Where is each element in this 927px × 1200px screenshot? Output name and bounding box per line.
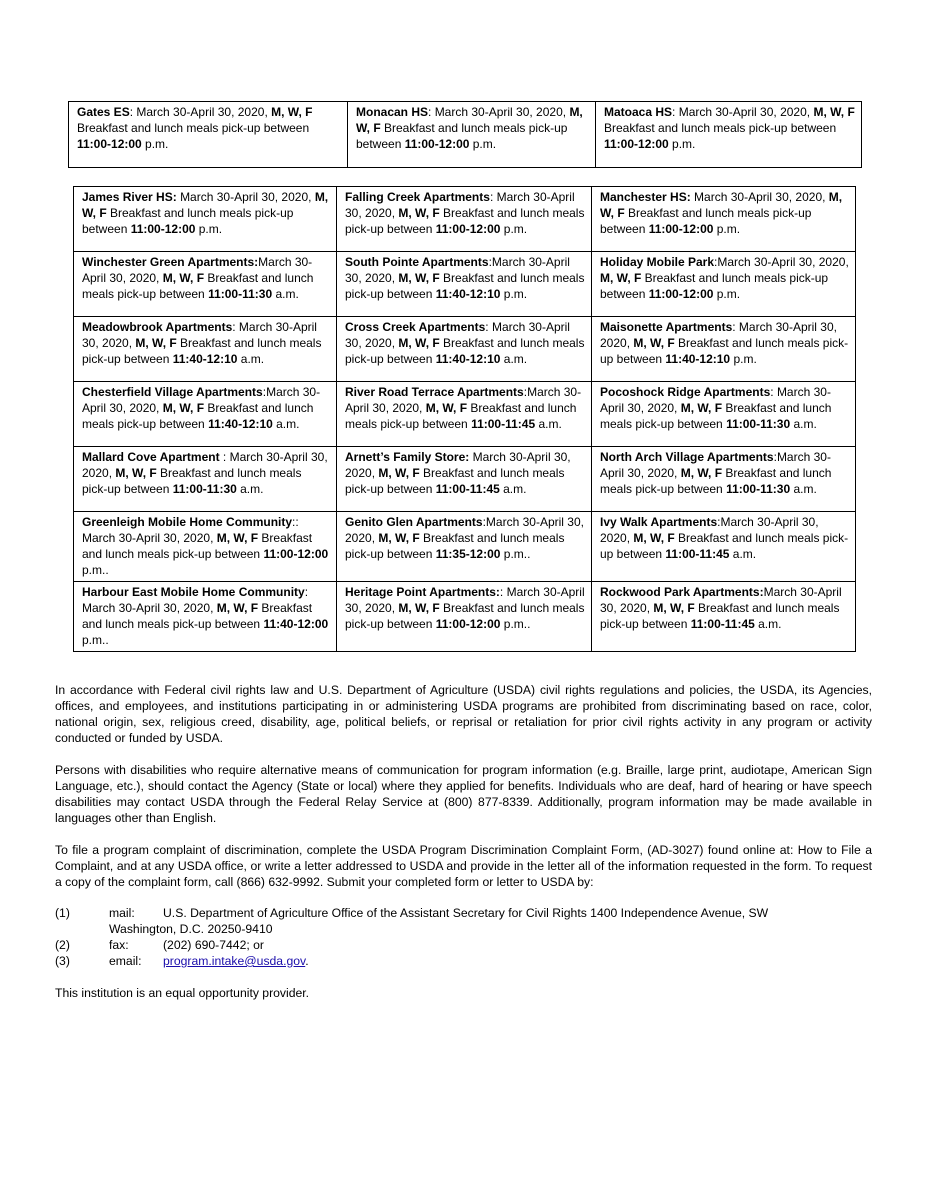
sites-table [73,186,856,652]
site-dates: March 30-April 30, 2020, [345,385,582,415]
site-time-suffix: p.m. [713,287,741,301]
site-dates: March 30-April 30, 2020, [345,585,585,615]
site-time: 11:00-12:00 [77,137,142,151]
site-time: 11:40-12:10 [172,352,238,366]
site-time: 11:35-12:00 [435,547,501,561]
site-time: 11:00-12:00 [604,137,669,151]
site-pickup-text: Breakfast and lunch meals pick-up between [345,466,565,496]
site-separator: : [262,385,267,399]
site-dates: March 30-April 30, 2020, [434,105,570,119]
site-days: M, W, F [216,601,259,615]
site-days: M, W, F [600,190,843,220]
email-number: (3) [55,954,70,968]
site-days: M, W, F [356,105,583,135]
site-separator: : [304,585,309,599]
site-days: M, W, F [271,105,313,119]
site-name: Falling Creek Apartments [345,190,490,204]
site-time-suffix: a.m. [790,482,817,496]
site-days: M, W, F [216,531,259,545]
site-separator: : [488,255,492,269]
site-cell [74,512,337,582]
site-pickup-text: Breakfast and lunch meals pick-up between [345,271,585,301]
site-pickup-text: Breakfast and lunch meals pick-up between [600,336,849,366]
site-cell [337,252,592,317]
site-cell [337,582,592,652]
site-separator: : [523,385,528,399]
equal-opportunity-statement: This institution is an equal opportunity provider. [55,986,310,1000]
site-time-suffix: p.m. [469,137,497,151]
site-cell [337,512,592,582]
site-time: 11:00-12:00 [435,617,501,631]
site-cell [74,317,337,382]
site-time: 11:00-11:30 [172,482,237,496]
site-pickup-text: Breakfast and lunch meals pick-up between [600,531,849,561]
site-pickup-text: Breakfast and lunch meals pick-up between [345,401,577,431]
site-dates: March 30-April 30, 2020, [82,385,321,415]
site-dates: March 30-April 30, 2020, [345,450,571,480]
site-separator: : [717,515,721,529]
site-cell [74,447,337,512]
site-pickup-text: Breakfast and lunch meals pick-up between [356,121,568,151]
site-pickup-text: Breakfast and lunch meals pick-up between [82,401,314,431]
accessibility-paragraph: Persons with disabilities who require alternative means of communication for program information (e.g. Braille, large print, audiotape, American Sign Language, etc.), should contact the Agency (State or local) where they applied for benefits. Individuals who are deaf, hard of hearing or have speech disabilities may contact USDA through the Federal Relay Service at (800) 877-8339. Additionally, program information may be made available in languages other than English. [55,763,872,825]
site-separator: : [485,320,492,334]
site-pickup-text: Breakfast and lunch meals pick-up between [82,601,313,631]
site-time: 11:40-12:10 [208,417,273,431]
site-pickup-text: Breakfast and lunch meals pick-up between [604,121,837,135]
site-days: M, W, F [135,336,177,350]
site-days: M, W, F [633,531,675,545]
site-time-suffix: a.m. [729,547,757,561]
nondiscrimination-paragraph: In accordance with Federal civil rights law and U.S. Department of Agriculture (USDA) civil rights regulations and policies, the USDA, its Agencies, offices, and employees, and institutions participating in or administering USDA programs are prohibited from discriminating based on race, color, national origin, sex, religious creed, disability, age, political beliefs, or reprisal or retaliation for prior civil rights activity in any program or activity conducted or funded by USDA. [55,683,872,745]
site-days: M, W, F [115,466,157,480]
site-cell [592,382,856,447]
site-dates: March 30-April 30, 2020, [600,385,831,415]
site-cell [592,582,856,652]
site-separator: : [219,450,230,464]
site-time: 11:00-12:00 [648,222,714,236]
site-time-suffix: p.m.. [82,563,109,577]
site-separator: : [482,515,486,529]
site-days: M, W, F [680,466,723,480]
site-separator: : [489,190,497,204]
email-label: email: [109,954,142,968]
site-name: Pocoshock Ridge Apartments [600,385,771,399]
site-dates: March 30-April 30, 2020, [345,190,575,220]
site-separator: : [129,105,137,119]
site-cell [74,582,337,652]
table-row [74,582,856,652]
site-dates: March 30-April 30, 2020, [180,190,315,204]
site-time: 11:00-11:45 [665,547,730,561]
site-time-suffix: p.m. [730,352,757,366]
site-time: 11:40-12:10 [435,287,501,301]
site-dates: March 30-April 30, 2020, [82,531,217,545]
site-time: 11:00-12:00 [404,137,470,151]
site-time: 11:00-12:00 [648,287,714,301]
site-time: 11:00-12:00 [435,222,501,236]
site-time: 11:40-12:10 [435,352,501,366]
site-name: Arnett’s Family Store: [345,450,470,464]
site-days: M, W, F [680,401,723,415]
site-name: Winchester Green Apartments: [82,255,259,269]
site-time-suffix: p.m. [713,222,741,236]
site-cell [592,187,856,252]
site-name: Ivy Walk Apartments [600,515,718,529]
site-separator: : [232,320,239,334]
site-time-suffix: p.m. [500,222,528,236]
fax-label: fax: [109,938,129,952]
site-dates: March 30-April 30, 2020, [345,515,584,545]
site-dates: March 30-April 30, 2020, [600,320,837,350]
site-pickup-text: Breakfast and lunch meals pick-up between [600,466,832,496]
site-dates: March 30-April 30, 2020, [600,515,819,545]
site-time: 11:00-11:30 [726,482,791,496]
site-cell [592,447,856,512]
site-time: 11:40-12:00 [263,617,329,631]
email-link[interactable]: program.intake@usda.gov [163,954,306,968]
site-name: Genito Glen Apartments [345,515,483,529]
site-name: Harbour East Mobile Home Community [82,585,305,599]
site-name: Heritage Point Apartments: [345,585,500,599]
site-pickup-text: Breakfast and lunch meals pick-up between [82,206,294,236]
table-row [74,252,856,317]
site-cell [74,252,337,317]
site-cell [337,382,592,447]
site-separator: : [714,255,718,269]
site-time-suffix: a.m. [272,417,300,431]
site-cell [592,252,856,317]
top-sites-table [68,101,862,168]
site-time-suffix: a.m. [754,617,782,631]
site-name: Chesterfield Village Apartments [82,385,263,399]
site-separator: :: [292,515,299,529]
mail-address: U.S. Department of Agriculture Office of the Assistant Secretary for Civil Rights 1400 Independence Avenue, SW [163,906,769,920]
site-time: 11:00-11:45 [471,417,536,431]
site-cell [337,317,592,382]
site-separator: : [732,320,739,334]
site-pickup-text: Breakfast and lunch meals pick-up between [82,336,322,366]
table-row [74,447,856,512]
site-name: North Arch Village Apartments [600,450,774,464]
site-pickup-text: Breakfast and lunch meals pick-up between [345,601,585,631]
site-time: 11:00-11:45 [435,482,500,496]
site-pickup-text: Breakfast and lunch meals pick-up between [600,601,840,631]
site-separator: : [428,105,435,119]
site-days: M, W, F [398,206,440,220]
site-time-suffix: p.m.. [500,547,531,561]
site-name: Manchester HS: [600,190,691,204]
site-days: M, W, F [378,531,420,545]
site-days: M, W, F [425,401,468,415]
site-name: Meadowbrook Apartments [82,320,233,334]
complaint-paragraph: To file a program complaint of discrimination, complete the USDA Program Discrimination Complaint Form, (AD-3027) found online at: How to File a Complaint, and at any USDA office, or write a letter addressed to USDA and provide in the letter all of the information requested in the form. To request a copy of the complaint form, call (866) 632-9992. Submit your completed form or letter to USDA by: [55,843,872,889]
site-time-suffix: a.m. [535,417,562,431]
site-time-suffix: a.m. [236,482,264,496]
site-days: M, W, F [162,401,205,415]
site-dates: March 30-April 30, 2020, [82,255,313,285]
site-name: River Road Terrace Apartments [345,385,524,399]
site-name: Gates ES [77,105,130,119]
site-dates: March 30-April 30, 2020, [136,105,272,119]
site-pickup-text: Breakfast and lunch meals pick-up between [82,271,314,301]
site-days: M, W, F [653,601,695,615]
site-time: 11:00-11:30 [726,417,791,431]
site-time: 11:00-11:45 [690,617,755,631]
site-cell [337,187,592,252]
table-row [74,317,856,382]
mail-address-city: Washington, D.C. 20250-9410 [109,922,273,936]
table-row [69,102,862,168]
site-time: 11:00-12:00 [263,547,329,561]
site-time-suffix: p.m.. [500,617,531,631]
site-dates: March 30-April 30, 2020, [694,190,829,204]
site-days: M, W, F [398,336,440,350]
site-dates: March 30-April 30, 2020, [345,320,570,350]
table-row [74,187,856,252]
site-cell [592,512,856,582]
site-cell [74,187,337,252]
site-name: South Pointe Apartments [345,255,489,269]
site-time-suffix: p.m. [668,137,696,151]
site-time-suffix: a.m. [790,417,817,431]
site-name: Greenleigh Mobile Home Community [82,515,293,529]
site-name: James River HS: [82,190,177,204]
site-name: Matoaca HS [604,105,673,119]
site-dates: March 30-April 30, 2020, [717,255,849,269]
site-dates: March 30-April 30, 2020, [82,450,328,480]
site-time: 11:40-12:10 [665,352,731,366]
site-pickup-text: Breakfast and lunch meals pick-up between [82,466,302,496]
site-days: M, W, F [378,466,420,480]
site-days: M, W, F [162,271,205,285]
fax-number: (2) [55,938,70,952]
site-days: M, W, F [633,336,675,350]
site-time-suffix: p.m. [141,137,169,151]
site-pickup-text: Breakfast and lunch meals pick-up between [600,206,812,236]
fax-value: (202) 690-7442; or [163,938,264,952]
site-pickup-text: Breakfast and lunch meals pick-up between [600,401,832,431]
site-dates: March 30-April 30, 2020, [82,601,217,615]
site-time: 11:00-12:00 [130,222,196,236]
site-time-suffix: a.m. [237,352,265,366]
site-time-suffix: p.m. [195,222,223,236]
table-row [74,382,856,447]
site-dates: March 30-April 30, 2020, [82,320,317,350]
site-time-suffix: a.m. [500,352,528,366]
site-pickup-text: Breakfast and lunch meals pick-up between [345,206,585,236]
site-pickup-text: Breakfast and lunch meals pick-up between [345,336,585,366]
site-dates: March 30-April 30, 2020, [678,105,814,119]
site-cell [348,102,596,168]
site-time: 11:00-11:30 [208,287,273,301]
site-name: Monacan HS [356,105,429,119]
site-name: Rockwood Park Apartments: [600,585,764,599]
site-time-suffix: p.m. [500,287,528,301]
site-days: M, W, F [813,105,855,119]
site-cell [74,382,337,447]
site-days: M, W, F [398,271,440,285]
mail-label: mail: [109,906,135,920]
site-time-suffix: a.m. [272,287,299,301]
site-name: Mallard Cove Apartment [82,450,220,464]
site-name: Cross Creek Apartments [345,320,486,334]
site-dates: March 30-April 30, 2020, [600,585,842,615]
site-cell [592,317,856,382]
table-row [74,512,856,582]
site-separator: : [672,105,679,119]
site-pickup-text: Breakfast and lunch meals pick-up between [77,121,310,135]
site-separator: : [773,450,777,464]
site-cell [596,102,862,168]
site-pickup-text: Breakfast and lunch meals pick-up between [345,531,565,561]
site-days: M, W, F [82,190,329,220]
site-pickup-text: Breakfast and lunch meals pick-up between [600,271,829,301]
site-separator: : [499,585,507,599]
site-cell [337,447,592,512]
site-days: M, W, F [600,271,642,285]
site-name: Maisonette Apartments [600,320,733,334]
site-separator: : [770,385,777,399]
mail-number: (1) [55,906,70,920]
email-period: . [305,954,309,968]
site-pickup-text: Breakfast and lunch meals pick-up between [82,531,313,561]
site-dates: March 30-April 30, 2020, [600,450,831,480]
site-cell [69,102,348,168]
site-time-suffix: a.m. [499,482,527,496]
site-dates: March 30-April 30, 2020, [345,255,570,285]
site-time-suffix: p.m.. [82,633,109,647]
site-name: Holiday Mobile Park [600,255,715,269]
site-days: M, W, F [398,601,440,615]
